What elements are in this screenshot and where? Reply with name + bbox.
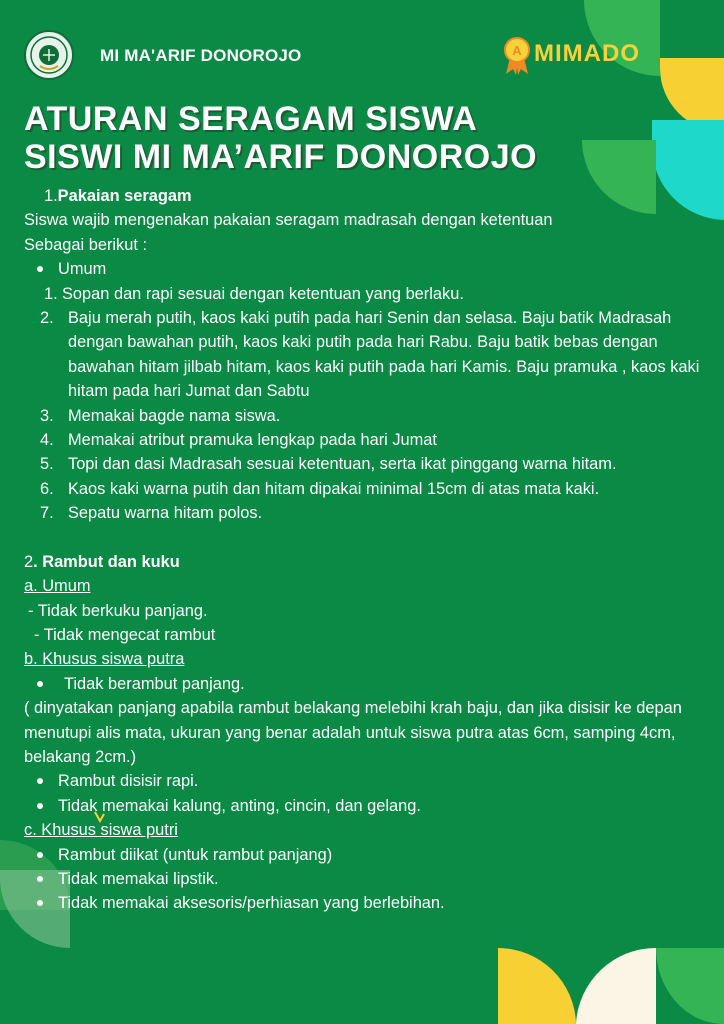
section2-c-label: c. Khusus siswa putri: [24, 821, 178, 840]
svg-text:A: A: [512, 43, 522, 58]
section2-c-item-3: Tidak memakai aksesoris/perhiasan yang berlebihan.: [24, 891, 714, 915]
rule-item-2: 2. Baju merah putih, kaos kaki putih pada hari Senin dan selasa. Baju batik Madrasah dengan bawahan putih, kaos kaki putih pada hari Rabu. Baju batik bebas dengan bawahan hitam jilbab hitam, kaos kaki putih pada hari Kamis. Baju pramuka , kaos kaki hitam pada hari Jumat dan Sabtu: [40, 309, 700, 401]
rule-item-1: 1. Sopan dan rapi sesuai dengan ketentuan yang berlaku.: [44, 284, 464, 303]
brand-name: MIMADO: [534, 40, 640, 67]
header: [24, 30, 704, 86]
rule-item-6: 6. Kaos kaki warna putih dan hitam dipakai minimal 15cm di atas mata kaki.: [40, 479, 600, 498]
rule-item-5: 5. Topi dan dasi Madrasah sesuai ketentuan, serta ikat pinggang warna hitam.: [40, 455, 617, 474]
brand-logo: [500, 36, 700, 76]
school-emblem-icon: [24, 30, 74, 80]
rule-item-4: 4. Memakai atribut pramuka lengkap pada hari Jumat: [40, 431, 437, 450]
spacer: [24, 526, 714, 550]
title-line-2: SISWI MI MA’ARIF DONOROJO: [24, 138, 538, 176]
section2-c-item-2: Tidak memakai lipstik.: [24, 867, 714, 891]
section1-intro-line2: Sebagai berikut :: [24, 235, 148, 254]
section1-heading: 1.Pakaian seragam: [44, 187, 192, 205]
section2-c-item-1: Rambut diikat (untuk rambut panjang): [24, 843, 714, 867]
section2-b-note: ( dinyatakan panjang apabila rambut belakang melebihi krah baju, dan jika disisir ke depan menutupi alis mata, ukuran yang benar adalah untuk siswa putra atas 6cm, samping 4cm, belakang 2cm.): [24, 699, 682, 766]
section2-b-label: b. Khusus siswa putra: [24, 650, 185, 669]
bullet-umum: Umum: [24, 257, 714, 281]
page-title: [24, 100, 537, 176]
school-name: MI MA'ARIF DONOROJO: [100, 46, 302, 65]
section2-a-item-1: - Tidak berkuku panjang.: [28, 601, 208, 620]
rule-item-7: 7. Sepatu warna hitam polos.: [40, 504, 263, 523]
section1-intro-line1: Siswa wajib mengenakan pakaian seragam madrasah dengan ketentuan: [24, 211, 553, 230]
section2-heading: 2. Rambut dan kuku: [24, 552, 180, 571]
award-ribbon-icon: [500, 36, 534, 76]
section2-a-label: a. Umum: [24, 577, 91, 596]
section2-b-bullet-1: Tidak berambut panjang.: [24, 672, 714, 696]
section2-a-item-2: - Tidak mengecat rambut: [34, 625, 216, 644]
section2-b-bullet-2: Rambut disisir rapi.: [24, 769, 714, 793]
title-line-1: ATURAN SERAGAM SISWA: [24, 100, 478, 138]
section2-b-bullet-3: Tidak memakai kalung, anting, cincin, dan gelang.: [24, 794, 714, 818]
content: [24, 184, 714, 916]
rule-item-3: 3. Memakai bagde nama siswa.: [40, 406, 281, 425]
